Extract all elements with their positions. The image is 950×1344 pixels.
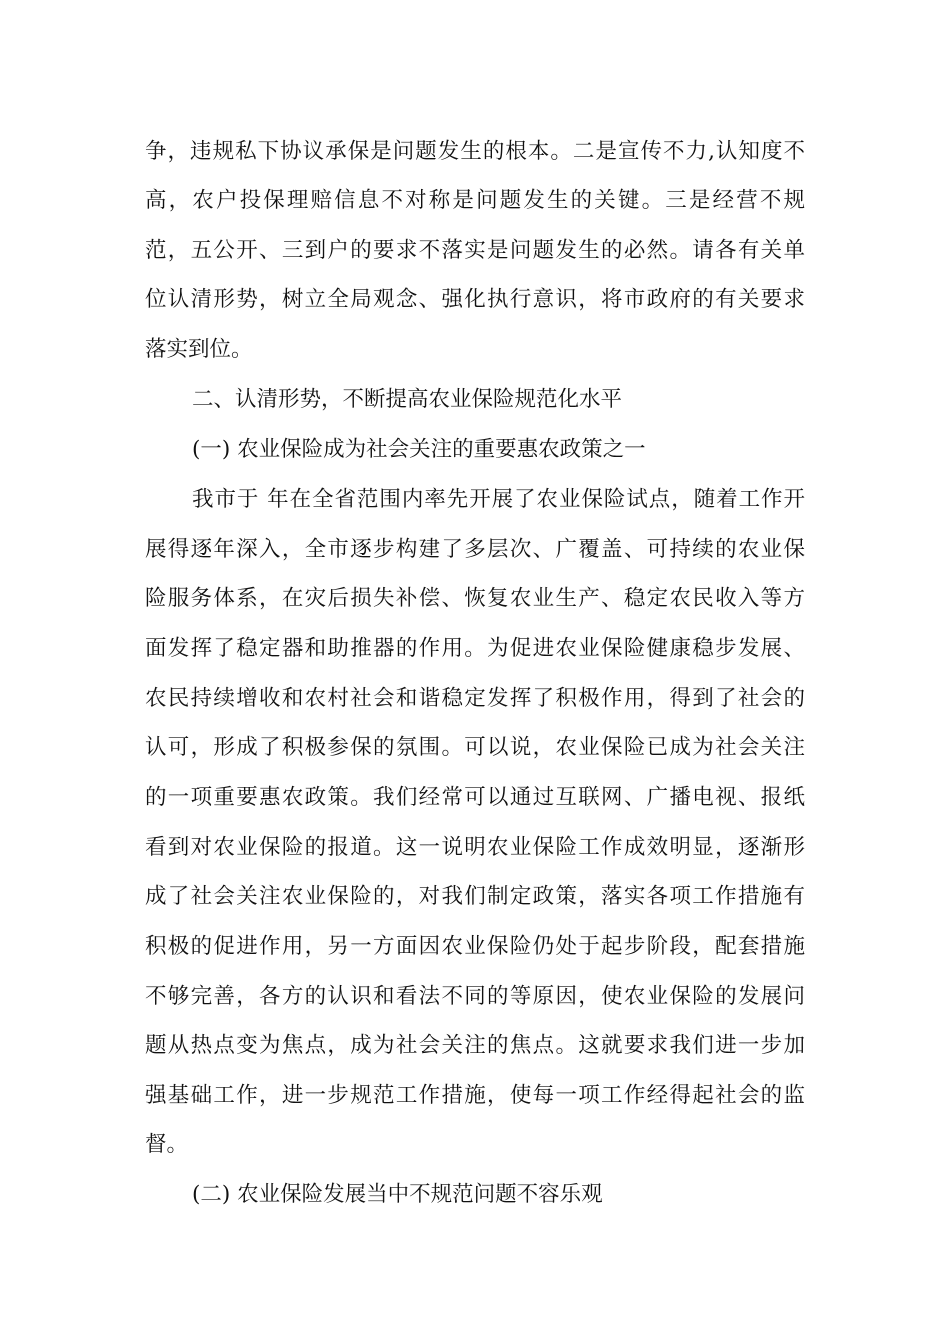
body-text-line: 督。 — [145, 1132, 189, 1157]
body-text-line: 面发挥了稳定器和助推器的作用。为促进农业保险健康稳步发展、 — [145, 636, 805, 661]
body-text-line: 位认清形势，树立全局观念、强化执行意识，将市政府的有关要求 — [145, 287, 805, 312]
body-text-line: 成了社会关注农业保险的，对我们制定政策，落实各项工作措施有 — [145, 884, 805, 909]
body-text-line: 展得逐年深入，全市逐步构建了多层次、广覆盖、可持续的农业保 — [145, 537, 805, 562]
body-text-line: 的一项重要惠农政策。我们经常可以通过互联网、广播电视、报纸 — [145, 785, 805, 810]
body-text-line: 农民持续增收和农村社会和谐稳定发挥了积极作用，得到了社会的 — [145, 686, 805, 711]
body-text-line: 强基础工作，进一步规范工作措施，使每一项工作经得起社会的监 — [145, 1083, 805, 1108]
body-text-line: 不够完善，各方的认识和看法不同的等原因，使农业保险的发展问 — [145, 984, 805, 1009]
body-text-line: 落实到位。 — [145, 337, 253, 362]
body-text-line: 积极的促进作用，另一方面因农业保险仍处于起步阶段，配套措施 — [145, 934, 805, 959]
body-text-line: 高，农户投保理赔信息不对称是问题发生的关键。三是经营不规 — [145, 188, 805, 213]
body-text-line: 认可，形成了积极参保的氛围。可以说，农业保险已成为社会关注 — [145, 735, 805, 760]
subsection-heading: (二) 农业保险发展当中不规范问题不容乐观 — [192, 1182, 603, 1207]
body-text-line: 争，违规私下协议承保是问题发生的根本。二是宣传不力,认知度不 — [145, 139, 805, 164]
body-text-line: 我市于 年在全省范围内率先开展了农业保险试点，随着工作开 — [192, 487, 805, 512]
body-text-line: 题从热点变为焦点，成为社会关注的焦点。这就要求我们进一步加 — [145, 1033, 805, 1058]
body-text-line: 看到对农业保险的报道。这一说明农业保险工作成效明显，逐渐形 — [145, 835, 805, 860]
body-text-line: 范，五公开、三到户的要求不落实是问题发生的必然。请各有关单 — [145, 238, 805, 263]
section-heading: 二、认清形势，不断提高农业保险规范化水平 — [192, 387, 623, 412]
body-text-line: 险服务体系，在灾后损失补偿、恢复农业生产、稳定农民收入等方 — [145, 586, 805, 611]
subsection-heading: (一) 农业保险成为社会关注的重要惠农政策之一 — [192, 437, 646, 462]
